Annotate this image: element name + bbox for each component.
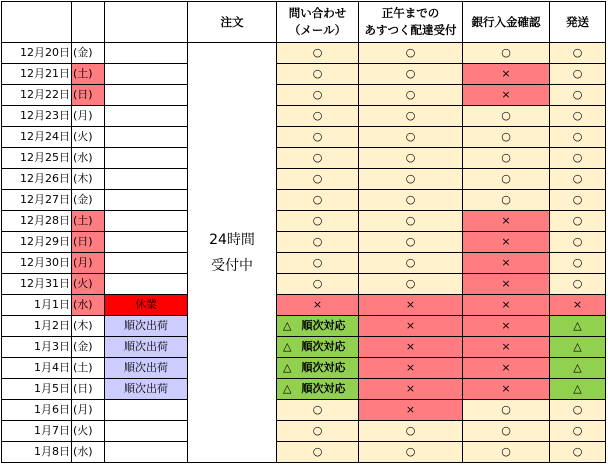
inquiry-status-label: 順次対応 <box>301 340 346 353</box>
asutsuku-status-cell: ○ <box>359 253 463 274</box>
ship-status-cell: ○ <box>550 64 606 85</box>
schedule-row <box>2 358 606 379</box>
note-cell: 順次出荷 <box>105 337 188 358</box>
header-order: 注文 <box>188 2 277 43</box>
asutsuku-status-cell: ○ <box>359 190 463 211</box>
ship-status-cell: ○ <box>550 211 606 232</box>
schedule-row <box>2 316 606 337</box>
bank-status-cell: × <box>463 379 550 400</box>
inquiry-status-mark: △ <box>283 382 292 395</box>
holiday-schedule-table <box>1 1 606 463</box>
ship-status-cell: × <box>550 295 606 316</box>
note-cell <box>105 43 188 64</box>
ship-status-cell: ○ <box>550 400 606 421</box>
inquiry-status-cell: ○ <box>277 400 359 421</box>
inquiry-status-mark: △ <box>283 361 292 374</box>
weekday-cell: (火) <box>72 274 105 295</box>
note-cell <box>105 106 188 127</box>
header-row <box>2 2 606 43</box>
schedule-row <box>2 127 606 148</box>
date-cell: 12月24日 <box>2 127 72 148</box>
weekday-cell: (月) <box>72 253 105 274</box>
asutsuku-status-cell: ○ <box>359 169 463 190</box>
inquiry-status-cell: ○ <box>277 127 359 148</box>
inquiry-status-label: 順次対応 <box>301 319 346 332</box>
ship-status-cell: ○ <box>550 253 606 274</box>
date-cell: 12月22日 <box>2 85 72 106</box>
schedule-row <box>2 253 606 274</box>
ship-status-cell: ○ <box>550 274 606 295</box>
ship-status-cell: ○ <box>550 148 606 169</box>
header-date <box>2 2 72 43</box>
bank-status-cell: × <box>463 64 550 85</box>
bank-status-cell: × <box>463 295 550 316</box>
bank-status-cell: ○ <box>463 421 550 442</box>
schedule-body <box>2 43 606 463</box>
ship-status-cell: △ <box>550 337 606 358</box>
weekday-cell: (水) <box>72 295 105 316</box>
date-cell: 12月26日 <box>2 169 72 190</box>
bank-status-cell: × <box>463 358 550 379</box>
date-cell: 1月4日 <box>2 358 72 379</box>
inquiry-status-cell <box>277 358 359 379</box>
order-status-line2: 受付中 <box>211 257 253 274</box>
inquiry-status-cell: ○ <box>277 442 359 463</box>
date-cell: 1月3日 <box>2 337 72 358</box>
inquiry-status-cell: ○ <box>277 190 359 211</box>
header-asutsuku-line1: 正午までの <box>381 6 440 20</box>
inquiry-status-cell: ○ <box>277 274 359 295</box>
asutsuku-status-cell: ○ <box>359 85 463 106</box>
bank-status-cell: ○ <box>463 43 550 64</box>
date-cell: 12月23日 <box>2 106 72 127</box>
weekday-cell: (火) <box>72 127 105 148</box>
asutsuku-status-cell: ○ <box>359 64 463 85</box>
schedule-row <box>2 274 606 295</box>
note-cell: 順次出荷 <box>105 358 188 379</box>
header-ship: 発送 <box>550 2 606 43</box>
weekday-cell: (金) <box>72 337 105 358</box>
weekday-cell: (日) <box>72 379 105 400</box>
date-cell: 1月5日 <box>2 379 72 400</box>
inquiry-status-mark: △ <box>283 340 292 353</box>
inquiry-status-cell: ○ <box>277 211 359 232</box>
asutsuku-status-cell: ○ <box>359 43 463 64</box>
bank-status-cell: × <box>463 232 550 253</box>
bank-status-cell: ○ <box>463 400 550 421</box>
date-cell: 12月28日 <box>2 211 72 232</box>
inquiry-status-cell: ○ <box>277 148 359 169</box>
weekday-cell: (月) <box>72 400 105 421</box>
note-cell <box>105 148 188 169</box>
schedule-row <box>2 337 606 358</box>
weekday-cell: (木) <box>72 169 105 190</box>
ship-status-cell: ○ <box>550 232 606 253</box>
weekday-cell: (水) <box>72 148 105 169</box>
note-cell <box>105 85 188 106</box>
header-bank: 銀行入金確認 <box>463 2 550 43</box>
weekday-cell: (日) <box>72 85 105 106</box>
date-cell: 1月7日 <box>2 421 72 442</box>
weekday-cell: (日) <box>72 232 105 253</box>
note-cell <box>105 190 188 211</box>
weekday-cell: (土) <box>72 358 105 379</box>
date-cell: 12月27日 <box>2 190 72 211</box>
inquiry-status-cell: ○ <box>277 64 359 85</box>
inquiry-status-cell: ○ <box>277 85 359 106</box>
asutsuku-status-cell: ○ <box>359 211 463 232</box>
inquiry-status-cell: ○ <box>277 169 359 190</box>
weekday-cell: (金) <box>72 190 105 211</box>
header-inquiry-line2: （メール） <box>288 23 347 37</box>
date-cell: 12月29日 <box>2 232 72 253</box>
note-cell <box>105 169 188 190</box>
asutsuku-status-cell: ○ <box>359 127 463 148</box>
weekday-cell: (火) <box>72 421 105 442</box>
note-cell: 休業 <box>105 295 188 316</box>
bank-status-cell: ○ <box>463 442 550 463</box>
note-cell <box>105 211 188 232</box>
note-cell <box>105 127 188 148</box>
asutsuku-status-cell: × <box>359 400 463 421</box>
note-cell <box>105 274 188 295</box>
date-cell: 12月31日 <box>2 274 72 295</box>
ship-status-cell: ○ <box>550 127 606 148</box>
asutsuku-status-cell: ○ <box>359 442 463 463</box>
inquiry-status-cell <box>277 379 359 400</box>
date-cell: 1月8日 <box>2 442 72 463</box>
inquiry-status-cell: ○ <box>277 106 359 127</box>
date-cell: 1月2日 <box>2 316 72 337</box>
header-asutsuku <box>359 2 463 43</box>
note-cell <box>105 400 188 421</box>
inquiry-status-cell <box>277 337 359 358</box>
inquiry-status-cell: ○ <box>277 43 359 64</box>
schedule-row <box>2 64 606 85</box>
ship-status-cell: △ <box>550 358 606 379</box>
header-inquiry-line1: 問い合わせ <box>288 6 347 20</box>
bank-status-cell: × <box>463 274 550 295</box>
inquiry-status-label: 順次対応 <box>301 382 346 395</box>
weekday-cell: (月) <box>72 106 105 127</box>
bank-status-cell: ○ <box>463 190 550 211</box>
schedule-row <box>2 400 606 421</box>
inquiry-status-cell: ○ <box>277 421 359 442</box>
asutsuku-status-cell: ○ <box>359 421 463 442</box>
asutsuku-status-cell: ○ <box>359 232 463 253</box>
weekday-cell: (木) <box>72 316 105 337</box>
bank-status-cell: × <box>463 211 550 232</box>
inquiry-status-mark: △ <box>283 319 292 332</box>
asutsuku-status-cell: × <box>359 379 463 400</box>
date-cell: 1月6日 <box>2 400 72 421</box>
ship-status-cell: △ <box>550 316 606 337</box>
inquiry-status-cell: × <box>277 295 359 316</box>
bank-status-cell: × <box>463 253 550 274</box>
date-cell: 12月30日 <box>2 253 72 274</box>
inquiry-status-cell <box>277 316 359 337</box>
date-cell: 1月1日 <box>2 295 72 316</box>
order-status-cell <box>188 43 277 463</box>
schedule-row <box>2 190 606 211</box>
ship-status-cell: ○ <box>550 106 606 127</box>
schedule-row <box>2 148 606 169</box>
inquiry-status-cell: ○ <box>277 232 359 253</box>
schedule-row <box>2 442 606 463</box>
schedule-row <box>2 43 606 64</box>
note-cell <box>105 232 188 253</box>
note-cell <box>105 64 188 85</box>
date-cell: 12月25日 <box>2 148 72 169</box>
schedule-row <box>2 169 606 190</box>
note-cell: 順次出荷 <box>105 379 188 400</box>
asutsuku-status-cell: × <box>359 337 463 358</box>
date-cell: 12月20日 <box>2 43 72 64</box>
weekday-cell: (金) <box>72 43 105 64</box>
date-cell: 12月21日 <box>2 64 72 85</box>
note-cell <box>105 253 188 274</box>
header-weekday <box>72 2 105 43</box>
ship-status-cell: ○ <box>550 43 606 64</box>
schedule-row <box>2 211 606 232</box>
header-asutsuku-line2: あすつく配達受付 <box>364 23 457 37</box>
bank-status-cell: × <box>463 316 550 337</box>
ship-status-cell: △ <box>550 379 606 400</box>
asutsuku-status-cell: ○ <box>359 148 463 169</box>
note-cell: 順次出荷 <box>105 316 188 337</box>
schedule-row <box>2 106 606 127</box>
asutsuku-status-cell: ○ <box>359 106 463 127</box>
asutsuku-status-cell: × <box>359 316 463 337</box>
bank-status-cell: ○ <box>463 148 550 169</box>
weekday-cell: (土) <box>72 211 105 232</box>
schedule-row <box>2 295 606 316</box>
order-status-line1: 24時間 <box>209 231 255 248</box>
bank-status-cell: × <box>463 337 550 358</box>
ship-status-cell: ○ <box>550 421 606 442</box>
asutsuku-status-cell: × <box>359 358 463 379</box>
bank-status-cell: × <box>463 85 550 106</box>
schedule-row <box>2 379 606 400</box>
ship-status-cell: ○ <box>550 442 606 463</box>
ship-status-cell: ○ <box>550 85 606 106</box>
weekday-cell: (水) <box>72 442 105 463</box>
note-cell <box>105 421 188 442</box>
note-cell <box>105 442 188 463</box>
ship-status-cell: ○ <box>550 169 606 190</box>
schedule-row <box>2 85 606 106</box>
ship-status-cell: ○ <box>550 190 606 211</box>
asutsuku-status-cell: × <box>359 295 463 316</box>
header-note <box>105 2 188 43</box>
bank-status-cell: ○ <box>463 169 550 190</box>
schedule-row <box>2 421 606 442</box>
bank-status-cell: ○ <box>463 127 550 148</box>
bank-status-cell: ○ <box>463 106 550 127</box>
asutsuku-status-cell: ○ <box>359 274 463 295</box>
schedule-row <box>2 232 606 253</box>
header-inquiry <box>277 2 359 43</box>
inquiry-status-label: 順次対応 <box>301 361 346 374</box>
inquiry-status-cell: ○ <box>277 253 359 274</box>
weekday-cell: (土) <box>72 64 105 85</box>
